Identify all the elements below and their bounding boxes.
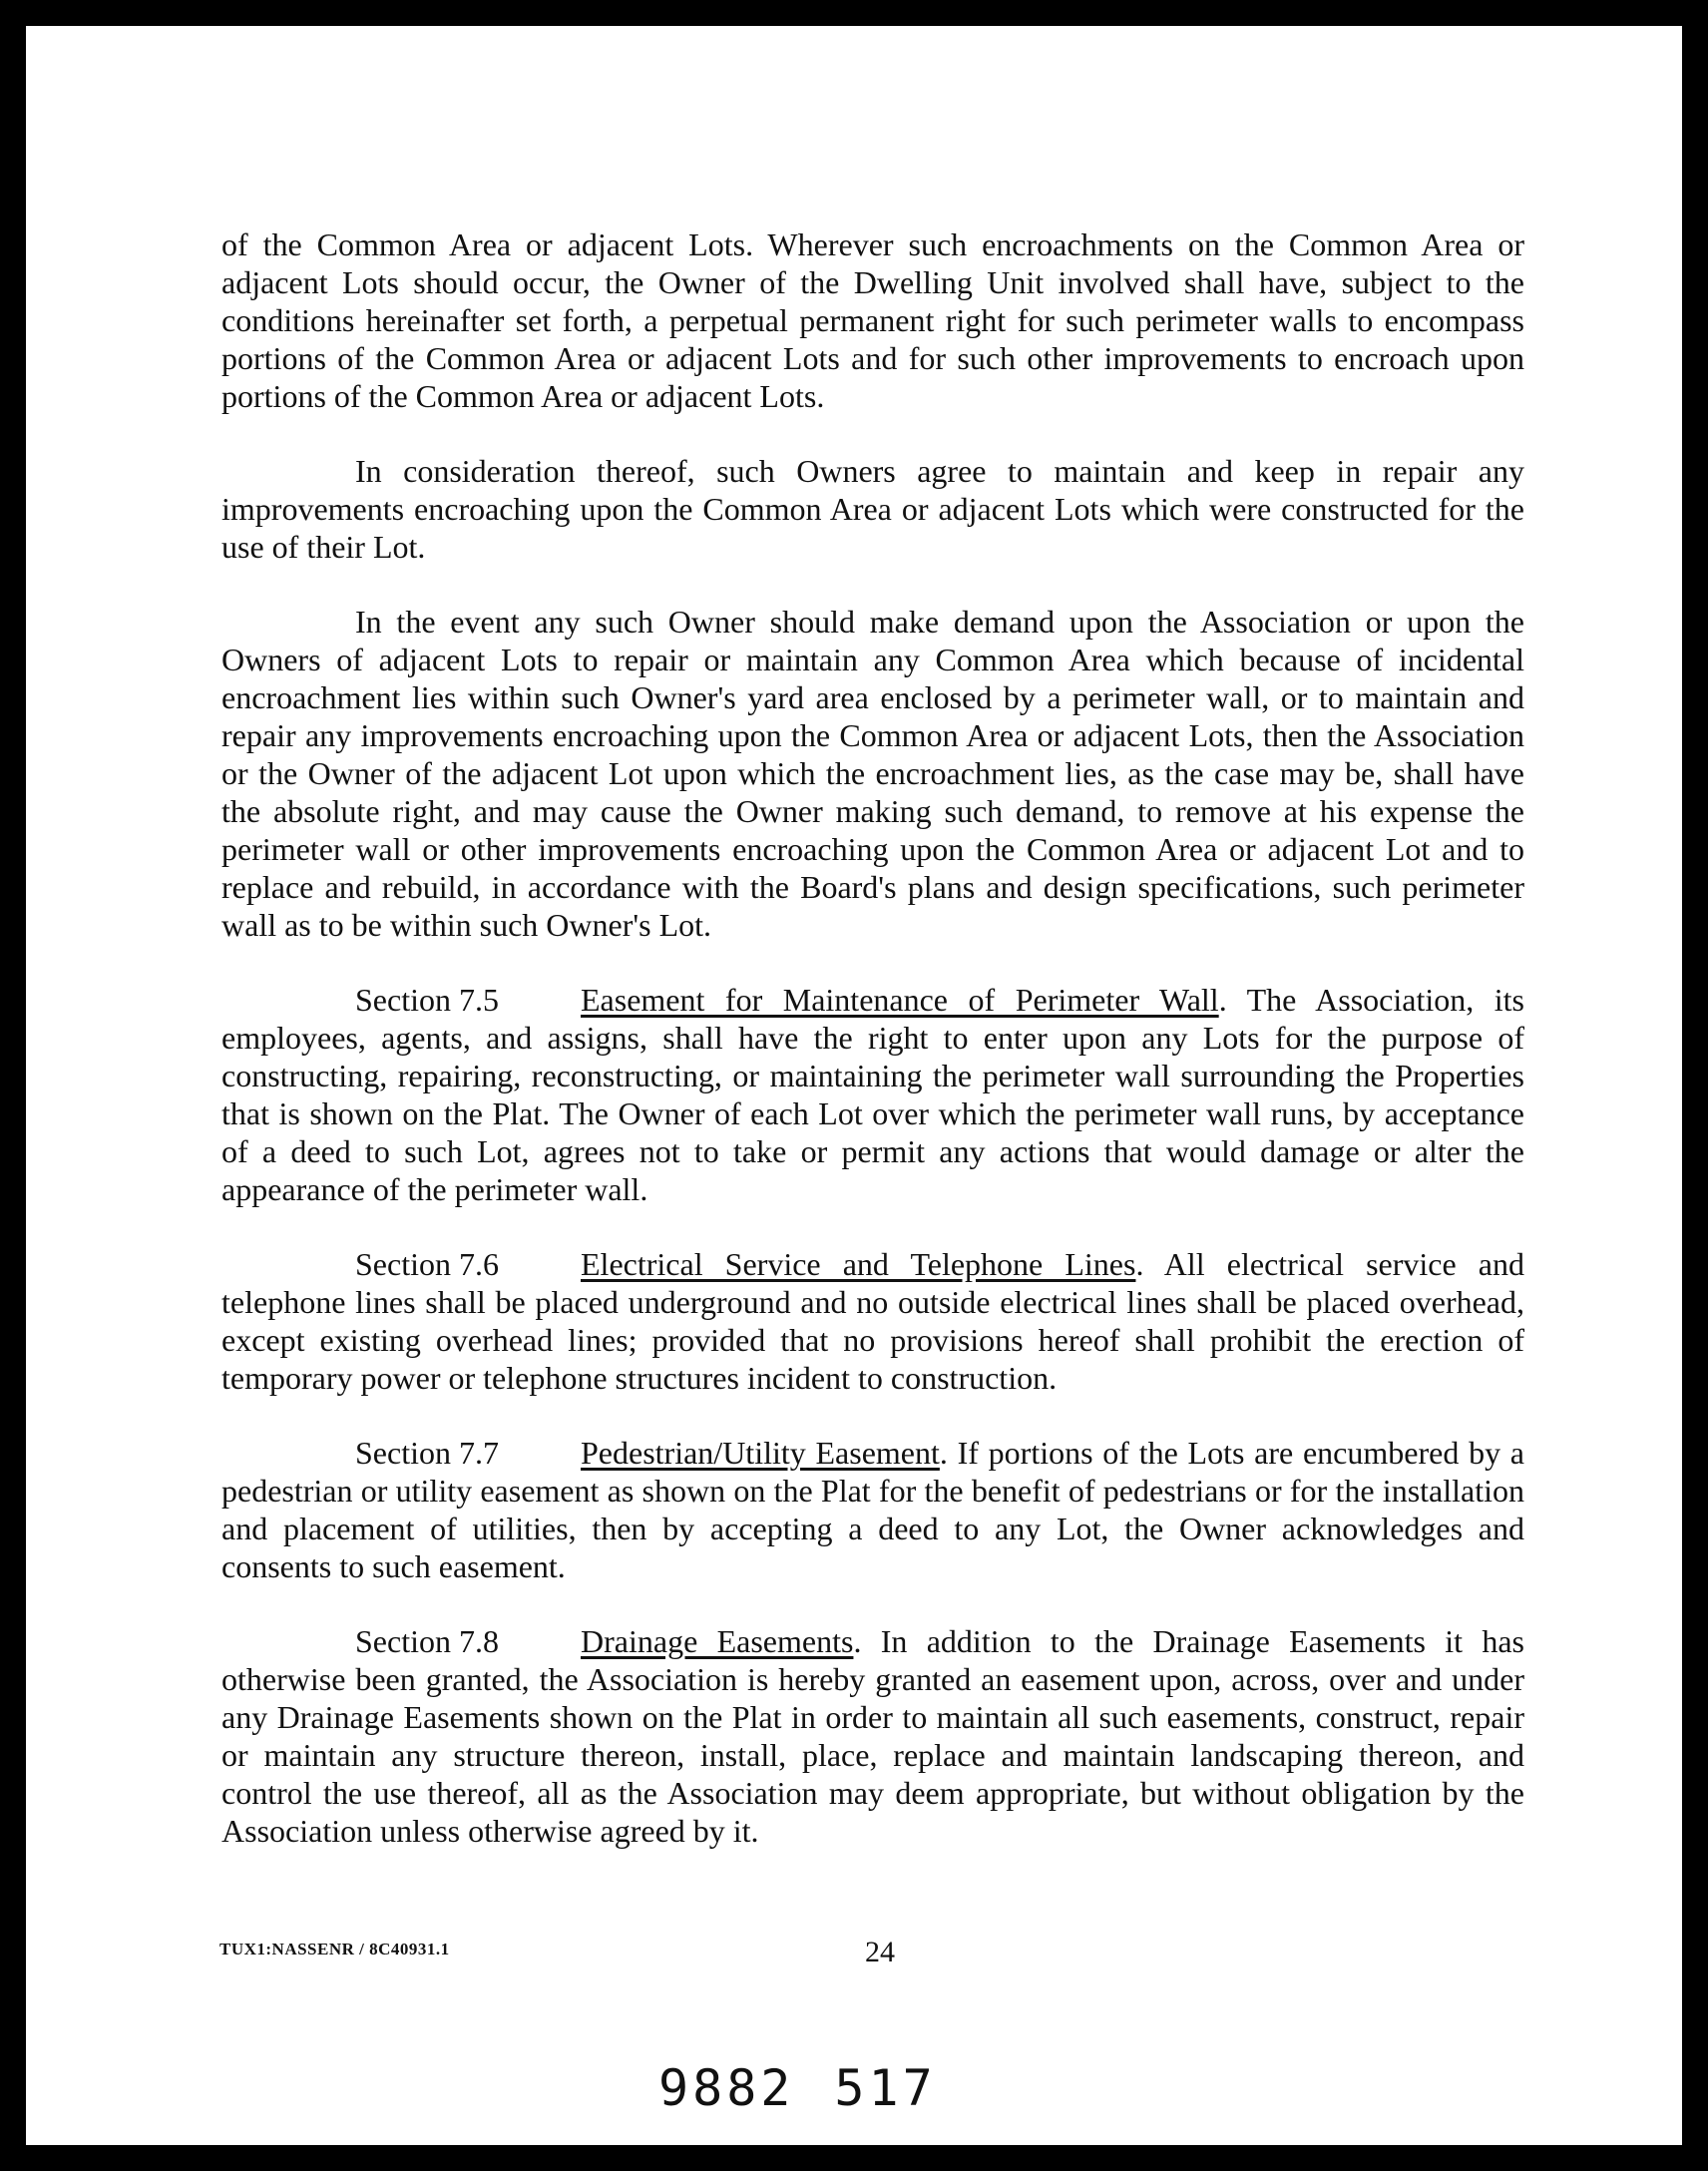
section-7-7	[221, 1434, 1524, 1585]
document-body	[221, 225, 1524, 1887]
paragraph-encroachment-right: of the Common Area or adjacent Lots. Wherever such encroachments on the Common Area or adjacent Lots should occur, the Owner of the Dwelling Unit involved shall have, subject to the conditions hereinafter set forth, a perpetual permanent right for such perimeter walls to encompass portions of the Common Area or adjacent Lots and for such other improvements to encroach upon portions of the Common Area or adjacent Lots.	[221, 226, 1524, 414]
section-title: Electrical Service and Telephone Lines	[581, 1246, 1136, 1282]
stamp-page-number: 517	[834, 2059, 937, 2117]
section-number: Section 7.5	[355, 982, 499, 1018]
section-number: Section 7.8	[355, 1623, 499, 1659]
section-title: Drainage Easements	[581, 1623, 854, 1659]
page-number: 24	[865, 1936, 895, 1968]
recording-stamp	[658, 2059, 937, 2117]
section-7-5	[221, 981, 1524, 1208]
section-number: Section 7.7	[355, 1435, 499, 1471]
section-text: . The Association, its employees, agents, and assigns, shall have the right to enter upon any Lots for the purpose of constructing, repairing, reconstructing, or maintaining the perimeter wall surrounding the Properties that is shown on the Plat. The Owner of each Lot over which the perimeter wall runs, by acceptance of a deed to such Lot, agrees not to take or permit any actions that would damage or alter the appearance of the perimeter wall.	[221, 982, 1525, 1207]
section-7-6	[221, 1245, 1524, 1397]
section-title: Pedestrian/Utility Easement	[581, 1435, 940, 1471]
footer-document-code: TUX1:NASSENR / 8C40931.1	[219, 1940, 450, 1958]
document-page	[26, 26, 1682, 2145]
paragraph-owner-demand: In the event any such Owner should make demand upon the Association or upon the Owners of adjacent Lots to repair or maintain any Common Area which because of incidental encroachment lies within such Owner's yard area enclosed by a perimeter wall, or to maintain and repair any improvements encroaching upon the Common Area or adjacent Lots, then the Association or the Owner of the adjacent Lot upon which the encroachment lies, as the case may be, shall have the absolute right, and may cause the Owner making such demand, to remove at his expense the perimeter wall or other improvements encroaching upon the Common Area or adjacent Lot and to replace and rebuild, in accordance with the Board's plans and design specifications, such perimeter wall as to be within such Owner's Lot.	[221, 604, 1524, 943]
stamp-book-number: 9882	[658, 2059, 795, 2117]
section-text: . If portions of the Lots are encumbered by a pedestrian or utility easement as shown on the Plat for the benefit of pedestrians or for the installation and placement of utilities, then by accepting a deed to any Lot, the Owner acknowledges and consents to such easement.	[221, 1435, 1525, 1584]
section-title: Easement for Maintenance of Perimeter Wall	[581, 982, 1219, 1018]
scan-edge-mark	[0, 898, 14, 928]
section-number: Section 7.6	[355, 1246, 499, 1282]
section-text: . In addition to the Drainage Easements it has otherwise been granted, the Association is hereby granted an easement upon, across, over and under any Drainage Easements shown on the Plat in order to maintain all such easements, construct, repair or maintain any structure thereon, install, place, replace and maintain landscaping thereon, and control the use thereof, all as the Association may deem appropriate, but without obligation by the Association unless otherwise agreed by it.	[221, 1623, 1525, 1849]
paragraph-owners-maintain: In consideration thereof, such Owners agree to maintain and keep in repair any improvements encroaching upon the Common Area or adjacent Lots which were constructed for the use of their Lot.	[221, 453, 1524, 565]
section-7-8	[221, 1622, 1524, 1850]
section-text: . All electrical service and telephone lines shall be placed underground and no outside electrical lines shall be placed overhead, except existing overhead lines; provided that no provisions hereof shall prohibit the erection of temporary power or telephone structures incident to construction.	[221, 1246, 1525, 1396]
